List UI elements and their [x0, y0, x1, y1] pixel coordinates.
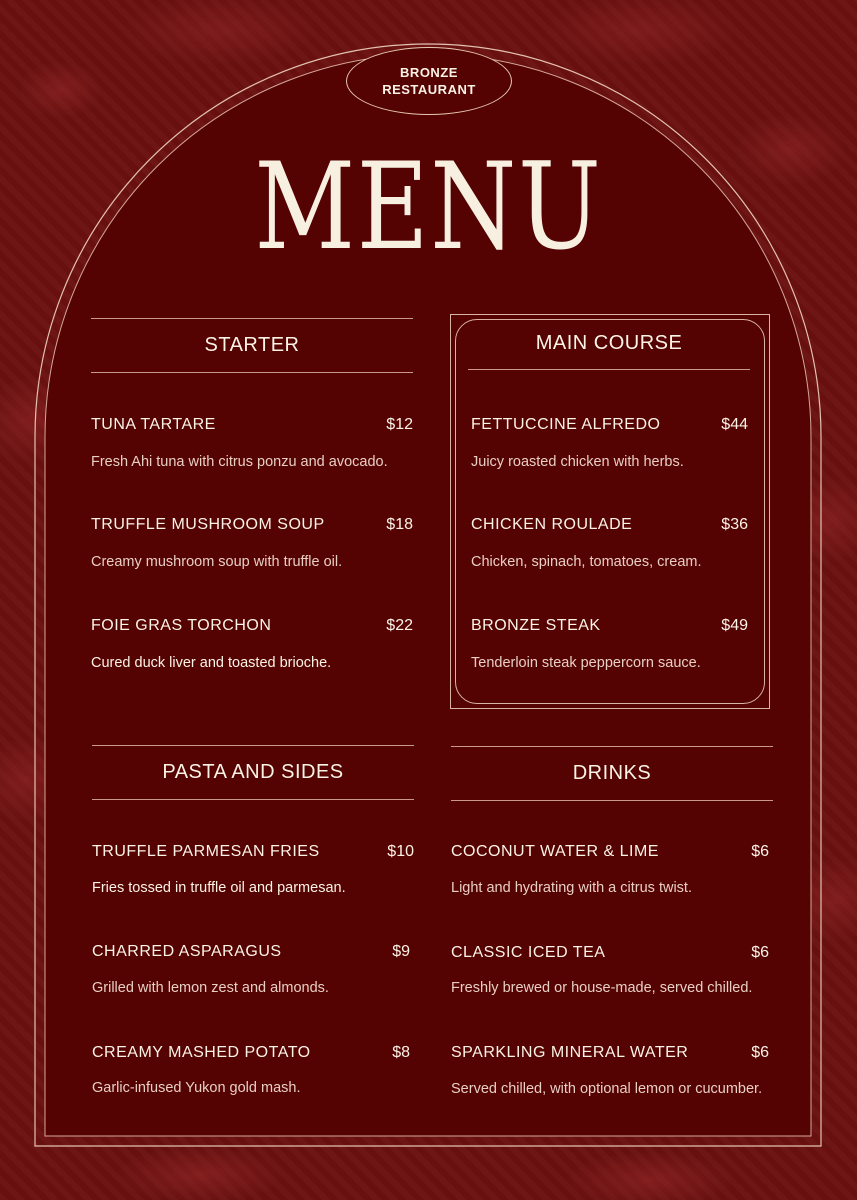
starter-item-price: $12: [386, 416, 413, 433]
pasta-sides-item-desc: Fries tossed in truffle oil and parmesan.: [92, 880, 346, 896]
main-course-section: [471, 318, 750, 688]
pasta-sides-item-price: $8: [392, 1044, 410, 1061]
drinks-item-name: SPARKLING MINERAL WATER: [451, 1044, 689, 1061]
page-title: MENU: [254, 138, 603, 277]
starter-item-price: $18: [386, 516, 413, 533]
starter-section: [91, 318, 413, 698]
starter-item-desc: Fresh Ahi tuna with citrus ponzu and avocado.: [91, 454, 388, 470]
starter-item-desc: Cured duck liver and toasted brioche.: [91, 655, 332, 671]
starter-item-price: $22: [386, 617, 413, 634]
drinks-item-desc: Freshly brewed or house-made, served chilled.: [451, 980, 753, 996]
pasta-sides-item-desc: Grilled with lemon zest and almonds.: [92, 980, 329, 996]
pasta-sides-heading: PASTA AND SIDES: [92, 745, 414, 800]
pasta-sides-item-price: $10: [387, 843, 414, 860]
drinks-section: [451, 746, 773, 1116]
starter-item-name: TRUFFLE MUSHROOM SOUP: [91, 516, 325, 533]
starter-item-name: TUNA TARTARE: [91, 416, 216, 433]
brand-badge: [346, 47, 512, 115]
main-course-item-desc: Tenderloin steak peppercorn sauce.: [471, 655, 701, 671]
main-course-item-name: BRONZE STEAK: [471, 617, 601, 634]
main-course-item-name: CHICKEN ROULADE: [471, 516, 633, 533]
starter-item-desc: Creamy mushroom soup with truffle oil.: [91, 554, 343, 570]
main-course-item-desc: Juicy roasted chicken with herbs.: [471, 454, 684, 470]
drinks-item-name: CLASSIC ICED TEA: [451, 944, 606, 961]
pasta-sides-item-name: TRUFFLE PARMESAN FRIES: [92, 843, 320, 860]
brand-subtitle: RESTAURANT: [382, 82, 476, 97]
pasta-sides-item-name: CHARRED ASPARAGUS: [92, 943, 282, 960]
brand-name: BRONZE: [400, 65, 458, 80]
pasta-sides-section: [92, 745, 414, 1115]
main-course-item-desc: Chicken, spinach, tomatoes, cream.: [471, 554, 702, 570]
main-course-item-price: $36: [721, 516, 748, 533]
drinks-heading: DRINKS: [451, 746, 773, 801]
drinks-item-price: $6: [751, 1044, 769, 1061]
drinks-item-desc: Served chilled, with optional lemon or cucumber.: [451, 1081, 763, 1097]
main-course-item-price: $49: [721, 617, 748, 634]
starter-heading: STARTER: [91, 318, 413, 373]
drinks-item-price: $6: [751, 843, 769, 860]
drinks-item-desc: Light and hydrating with a citrus twist.: [451, 880, 692, 896]
starter-item-name: FOIE GRAS TORCHON: [91, 617, 272, 634]
drinks-item-name: COCONUT WATER & LIME: [451, 843, 659, 860]
main-course-heading: MAIN COURSE: [468, 318, 750, 370]
pasta-sides-item-price: $9: [392, 943, 410, 960]
pasta-sides-item-desc: Garlic-infused Yukon gold mash.: [92, 1080, 301, 1096]
main-course-item-name: FETTUCCINE ALFREDO: [471, 416, 661, 433]
pasta-sides-item-name: CREAMY MASHED POTATO: [92, 1044, 311, 1061]
main-course-item-price: $44: [721, 416, 748, 433]
drinks-item-price: $6: [751, 944, 769, 961]
